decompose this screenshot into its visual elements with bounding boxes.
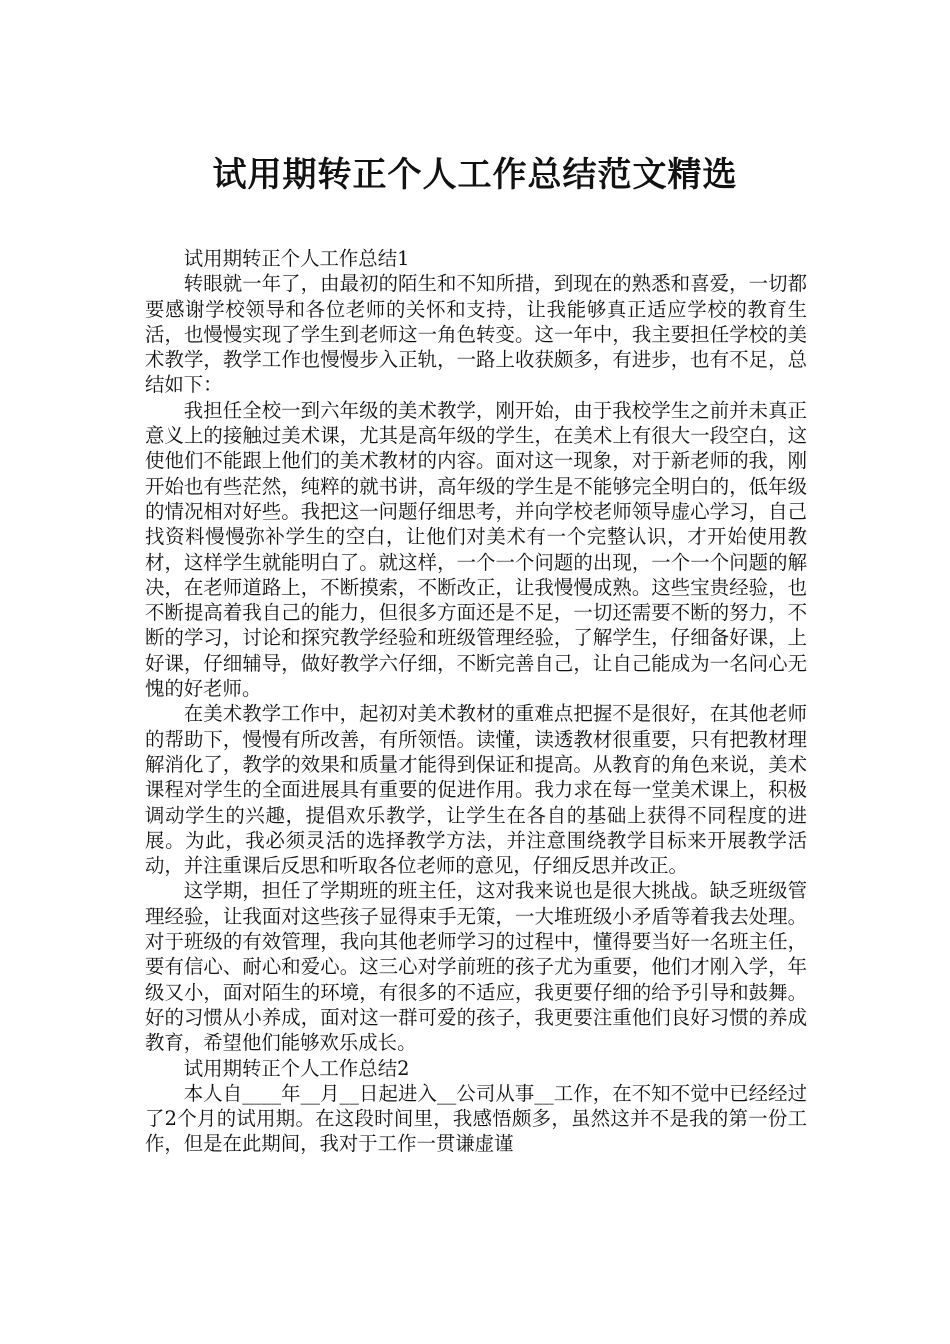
body-paragraph: 在美术教学工作中，起初对美术教材的重难点把握不是很好，在其他老师的帮助下，慢慢有所改善，有所领悟。读懂，读透教材很重要，只有把教材理解消化了，教学的效果和质量才能得到保证和提高。从教育的角色来说，美术课程对学生的全面进展具有重要的促进作用。我力求在每一堂美术课上，积极调动学生的兴趣，提倡欢乐教学，让学生在各自的基础上获得不同程度的进展。为此，我必须灵活的选择教学方法，并注意围绕教学目标来开展教学活动，并注重课后反思和听取各位老师的意见，仔细反思并改正。 [145, 702, 807, 878]
body-paragraph: 这学期，担任了学期班的班主任，这对我来说也是很大挑战。缺乏班级管理经验，让我面对这些孩子显得束手无策，一大堆班级小矛盾等着我去处理。对于班级的有效管理，我向其他老师学习的过程中，懂得要当好一名班主任，要有信心、耐心和爱心。这三心对学前班的孩子尤为重要，他们才刚入学，年级又小，面对陌生的环境，有很多的不适应，我更要仔细的给予引导和鼓舞。好的习惯从小养成，面对这一群可爱的孩子，我更要注重他们良好习惯的养成教育，希望他们能够欢乐成长。 [145, 879, 807, 1055]
document-body [145, 246, 807, 1157]
section-heading-1: 试用期转正个人工作总结1 [183, 247, 410, 270]
body-paragraph: 转眼就一年了，由最初的陌生和不知所措，到现在的熟悉和喜爱，一切都要感谢学校领导和各位老师的关怀和支持，让我能够真正适应学校的教育生活，也慢慢实现了学生到老师这一角色转变。这一年中，我主要担任学校的美术教学，教学工作也慢慢步入正轨，一路上收获颇多，有进步，也有不足，总结如下： [145, 272, 807, 397]
body-paragraph: 本人自____年__月__日起进入__公司从事__工作，在不知不觉中已经经过了2个月的试用期。在这段时间里，我感悟颇多，虽然这并不是我的第一份工作，但是在此期间，我对于工作一贯谦虚谨 [145, 1081, 807, 1156]
section-heading-2: 试用期转正个人工作总结2 [183, 1056, 410, 1080]
document-title: 试用期转正个人工作总结范文精选 [212, 154, 738, 195]
body-paragraph: 我担任全校一到六年级的美术教学，刚开始，由于我校学生之前并未真正意义上的接触过美术课，尤其是高年级的学生，在美术上有很大一段空白，这使他们不能跟上他们的美术教材的内容。面对这一现象，对于新老师的我，刚开始也有些茫然，纯粹的就书讲，高年级的学生是不能够完全明白的，低年级的情况相对好些。我把这一问题仔细思考，并向学校老师领导虚心学习，自己找资料慢慢弥补学生的空白，让他们对美术有一个完整认识，才开始使用教材，这样学生就能明白了。就这样，一个一个问题的出现，一个一个问题的解决，在老师道路上，不断摸索，不断改正，让我慢慢成熟。这些宝贵经验，也不断提高着我自己的能力，但很多方面还是不足，一切还需要不断的努力，不断的学习，讨论和探究教学经验和班级管理经验，了解学生，仔细备好课，上好课，仔细辅导，做好教学六仔细，不断完善自己，让自己能成为一名问心无愧的好老师。 [145, 398, 807, 701]
